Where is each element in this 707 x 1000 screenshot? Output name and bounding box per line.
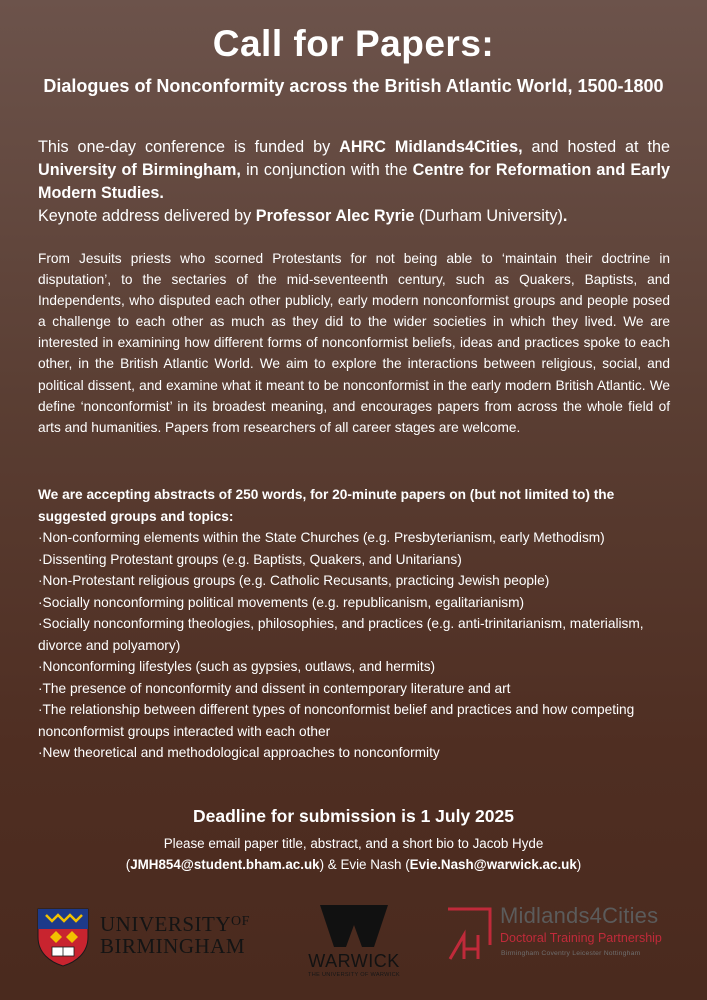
- topics-list: [38, 527, 674, 764]
- conference-subtitle: Dialogues of Nonconformity across the British Atlantic World, 1500-1800: [43, 76, 664, 96]
- page-title: Call for Papers:: [212, 23, 495, 64]
- list-item: ·Socially nonconforming theologies, philosophies, and practices (e.g. anti-trinitarianism, materialism, divorce and polyamory): [38, 616, 644, 653]
- contact-mid: ) & Evie Nash (: [319, 857, 410, 872]
- contact-paren: ): [576, 857, 582, 872]
- contact-info: [20, 833, 687, 875]
- list-item: ·Socially nonconforming political movements (e.g. republicanism, egalitarianism): [38, 594, 525, 610]
- funder-name: AHRC Midlands4Cities,: [339, 138, 523, 156]
- partner-logos: [0, 895, 707, 985]
- description-paragraph: From Jesuits priests who scorned Protestants for not being able to ‘maintain their doctrine in disputation’, to the sectaries of the mid-seventeenth century, such as Quakers, Baptists, and Independents, who disputed each other publicly, early modern nonconformist groups and people posed a challenge to each other as much as they did to the wider societies in which they lived. We are interested in examining how different forms of nonconformist beliefs, ideas and practices spoke to each other, in the British Atlantic World. We aim to explore the interactions between religious, social, and political dissent, and examine what it meant to be nonconformist in the early modern British Atlantic. We define ‘nonconformist’ in its broadest meaning, and encourages papers from across the whole field of arts and humanities. Papers from researchers of all career stages are welcome.: [38, 251, 670, 435]
- list-item: ·Dissenting Protestant groups (e.g. Baptists, Quakers, and Unitarians): [38, 551, 462, 567]
- warwick-subtitle: THE UNIVERSITY OF WARWICK: [308, 972, 400, 978]
- funding-paragraph: [38, 136, 670, 205]
- list-item: ·Nonconforming lifestyles (such as gypsies, outlaws, and hermits): [38, 659, 436, 674]
- m4c-cities-label: Birmingham Coventry Leicester Nottingham: [501, 950, 641, 957]
- contact-line: Please email paper title, abstract, and a short bio to Jacob Hyde: [163, 836, 544, 851]
- centre-name: Centre for Reformation and Early Modern Studies.: [38, 161, 670, 202]
- list-item: ·Non-Protestant religious groups (e.g. Catholic Recusants, practicing Jewish people): [38, 573, 550, 588]
- birmingham-wordmark: $UNIVERSITY^{OF}$ BIRMINGHAM: [100, 912, 250, 958]
- list-item: ·Non-conforming elements within the State Churches (e.g. Presbyterianism, early Methodism): [38, 530, 605, 545]
- birmingham-crest-icon: [36, 907, 90, 967]
- m4c-wordmark: Midlands4Cities: [500, 903, 659, 928]
- intro-text: This one-day conference is funded by: [38, 138, 340, 156]
- email-link-jacob[interactable]: JMH854@student.bham.ac.uk: [130, 857, 320, 872]
- keynote-speaker: Professor Alec Ryrie: [255, 207, 415, 225]
- m4c-mark-icon: [444, 905, 494, 963]
- birmingham-logo: [36, 907, 276, 959]
- intro-text: Keynote address delivered by: [38, 207, 256, 225]
- keynote-line: [38, 205, 670, 228]
- intro-section: [38, 136, 670, 228]
- deadline-heading: Deadline for submission is 1 July 2025: [193, 806, 514, 826]
- host-name: University of Birmingham,: [38, 161, 241, 179]
- warwick-wordmark: WARWICK: [308, 951, 400, 971]
- topics-section: [38, 484, 674, 764]
- contact-emails: [20, 854, 687, 875]
- contact-paren: (: [125, 857, 131, 872]
- intro-text: and hosted at the: [522, 138, 670, 156]
- intro-text: in conjunction with the: [240, 161, 413, 179]
- list-item: ·New theoretical and methodological approaches to nonconformity: [38, 745, 440, 760]
- email-link-evie[interactable]: Evie.Nash@warwick.ac.uk: [409, 857, 577, 872]
- list-item: ·The presence of nonconformity and dissent in contemporary literature and art: [38, 680, 511, 696]
- warwick-w-icon: [302, 903, 406, 949]
- topics-lead: We are accepting abstracts of 250 words, for 20-minute papers on (but not limited to) the suggested groups and topics:: [38, 487, 615, 524]
- midlands4cities-logo: [444, 905, 694, 965]
- keynote-affiliation: (Durham University): [414, 207, 563, 225]
- warwick-logo: [302, 903, 412, 983]
- list-item: ·The relationship between different types of nonconformist belief and practices and how competing nonconformist groups interacted with each other: [38, 702, 635, 739]
- keynote-period: .: [562, 207, 568, 225]
- m4c-dtp-label: Doctoral Training Partnership: [500, 931, 662, 945]
